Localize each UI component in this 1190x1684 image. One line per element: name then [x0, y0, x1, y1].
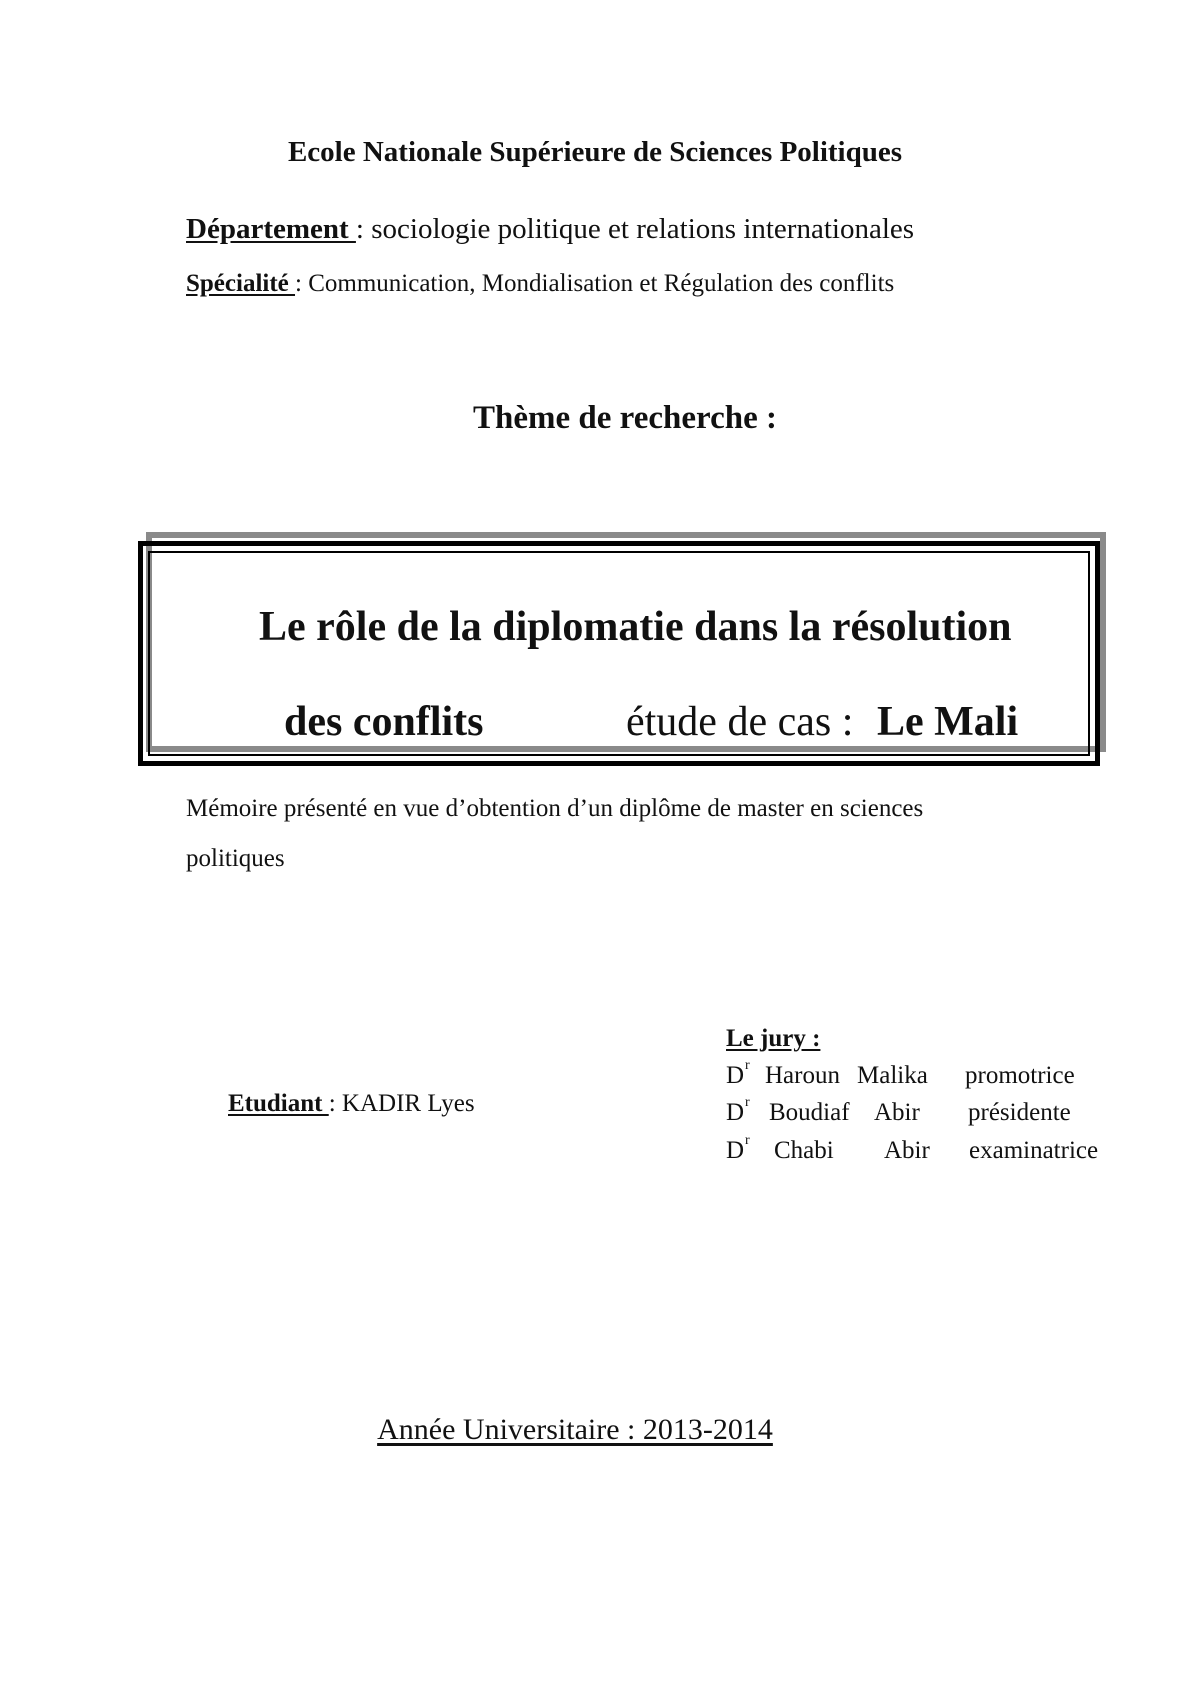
specialty-value: : Communication, Mondialisation et Régulation des conflits: [295, 270, 895, 297]
jury-role: présidente: [968, 1099, 1071, 1126]
jury-role: promotrice: [965, 1062, 1075, 1089]
theme-heading: Thème de recherche :: [473, 400, 777, 436]
title-case-study-label: étude de cas :: [626, 699, 854, 745]
jury-heading: Le jury :: [726, 1025, 821, 1052]
jury-role: examinatrice: [969, 1137, 1099, 1164]
jury-surname: Haroun: [765, 1062, 840, 1089]
jury-title-prefix: D: [726, 1137, 745, 1164]
department-line: [186, 213, 914, 246]
jury-given-name: Abir: [884, 1137, 930, 1164]
title-line-2-topic: des conflits: [284, 699, 484, 745]
title-case-study-country: Le Mali: [877, 699, 1019, 745]
student-line: [228, 1090, 475, 1118]
student-label: Etudiant: [228, 1090, 329, 1117]
jury-title-superscript: r: [745, 1058, 750, 1073]
jury-given-name: Malika: [857, 1062, 928, 1089]
jury-surname: Chabi: [774, 1137, 834, 1164]
jury-title-superscript: r: [745, 1095, 750, 1110]
jury-title-superscript: r: [745, 1133, 750, 1148]
student-name: : KADIR Lyes: [328, 1090, 475, 1117]
jury-given-name: Abir: [874, 1099, 920, 1126]
memoire-line-2: politiques: [186, 845, 285, 872]
memoire-line-1: Mémoire présenté en vue d’obtention d’un diplôme de master en sciences: [186, 795, 924, 822]
specialty-label: Spécialité: [186, 270, 296, 297]
title-line-1: Le rôle de la diplomatie dans la résolution: [259, 604, 1012, 650]
department-label: Département: [186, 213, 356, 245]
department-value: : sociologie politique et relations internationales: [355, 213, 915, 245]
jury-surname: Boudiaf: [769, 1099, 850, 1126]
jury-title-prefix: D: [726, 1062, 745, 1089]
school-name: Ecole Nationale Supérieure de Sciences Politiques: [287, 136, 903, 168]
specialty-line: [186, 270, 894, 298]
academic-year: Année Universitaire : 2013-2014: [377, 1413, 773, 1446]
jury-title-prefix: D: [726, 1099, 745, 1126]
